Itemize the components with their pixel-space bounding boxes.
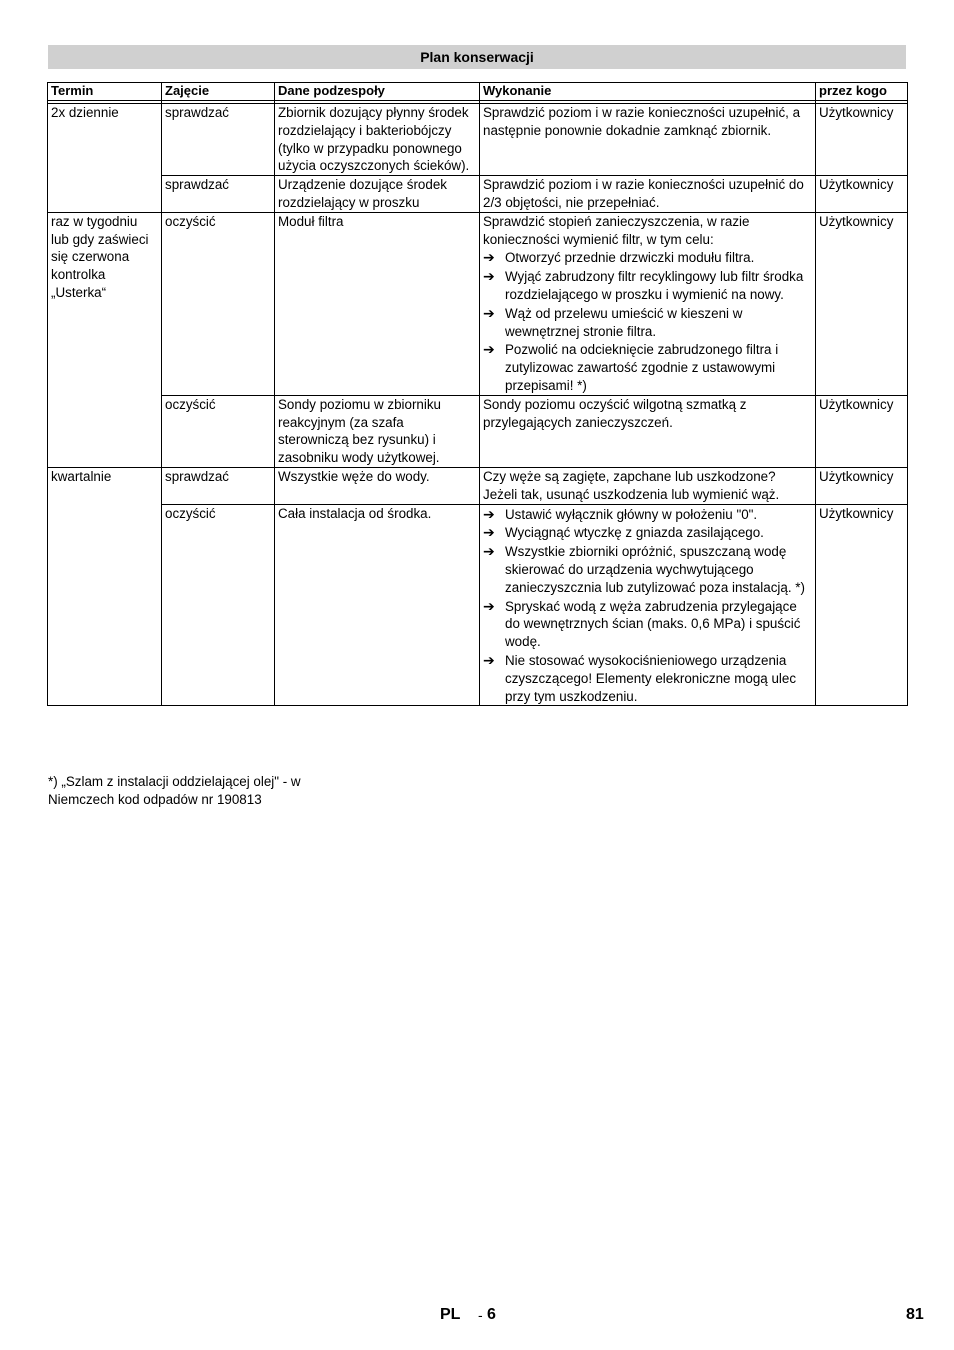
instruction-step — [483, 506, 812, 524]
wykonanie-intro: Sprawdzić stopień zanieczyszczenia, w razie konieczności wymienić filtr, w tym celu: — [483, 213, 750, 247]
section-title: Plan konserwacji — [48, 45, 906, 69]
arrow-right-icon: ➔ — [483, 341, 495, 358]
cell-kto: Użytkownicy — [816, 212, 908, 395]
table-row — [48, 176, 908, 213]
table-row — [48, 395, 908, 467]
arrow-right-icon: ➔ — [483, 524, 495, 541]
cell-zajecie: oczyścić — [162, 395, 275, 467]
cell-podzespol: Zbiornik dozujący płynny środek rozdzielający i bakteriobójczy (tylko w przypadku ponownego użycia oczyszczonych ścieków). — [275, 104, 480, 176]
cell-termin: kwartalnie — [48, 467, 162, 705]
cell-zajecie: sprawdzać — [162, 467, 275, 504]
step-text: Wszystkie zbiorniki opróżnić, spuszczaną wodę skierować do urządzenia wychwytującego zanieczyszcznia lub zutylizować poza instalacją. *) — [505, 544, 805, 595]
cell-kto: Użytkownicy — [816, 504, 908, 706]
wykonanie-intro: Sondy poziomu oczyścić wilgotną szmatką z przylegających zanieczyszczeń. — [483, 396, 747, 430]
cell-kto: Użytkownicy — [816, 467, 908, 504]
table-row — [48, 104, 908, 176]
maintenance-table — [47, 82, 908, 706]
cell-wykonanie — [480, 104, 816, 176]
arrow-right-icon: ➔ — [483, 505, 495, 522]
arrow-right-icon: ➔ — [483, 597, 495, 614]
cell-zajecie: oczyścić — [162, 504, 275, 706]
step-text: Nie stosować wysokociśnieniowego urządzenia czyszczącego! Elementy elekroniczne mogą ulec przy tym uszkodzeniu. — [505, 652, 797, 704]
footer-section-number: 6 — [487, 1306, 496, 1323]
cell-zajecie: sprawdzać — [162, 176, 275, 213]
cell-podzespol: Moduł filtra — [275, 212, 480, 395]
wykonanie-intro: Czy węże są zagięte, zapchane lub uszkodzone? Jeżeli tak, usunąć uszkodzenia lub wymienić wąż. — [483, 468, 780, 502]
cell-termin: raz w tygodniu lub gdy zaświeci się czerwona kontrolka „Usterka“ — [48, 212, 162, 467]
arrow-right-icon: ➔ — [483, 651, 495, 668]
cell-wykonanie — [480, 176, 816, 213]
footnote: *) „Szlam z instalacji oddzielającej olej" - w Niemczech kod odpadów nr 190813 — [48, 774, 301, 807]
cell-kto: Użytkownicy — [816, 104, 908, 176]
step-text: Spryskać wodą z węża zabrudzenia przylegające do wewnętrznych ścian (maks. 0,6 MPa) i spuścić wodę. — [505, 598, 801, 650]
column-header-zajecie: Zajęcie — [162, 83, 275, 101]
table-row — [48, 212, 908, 395]
step-text: Ustawić wyłącznik główny w położeniu "0". — [505, 506, 758, 522]
cell-zajecie: sprawdzać — [162, 104, 275, 176]
cell-wykonanie — [480, 212, 816, 395]
cell-podzespol: Cała instalacja od środka. — [275, 504, 480, 706]
arrow-right-icon: ➔ — [483, 543, 495, 560]
instruction-step — [483, 305, 812, 341]
column-header-podzespol: Dane podzespoły — [275, 83, 480, 101]
instruction-step — [483, 598, 812, 651]
cell-podzespol: Wszystkie węże do wody. — [275, 467, 480, 504]
instruction-step — [483, 341, 812, 394]
table-row — [48, 467, 908, 504]
step-text: Wyjąć zabrudzony filtr recyklingowy lub filtr środka rozdzielającego w proszku i wymienić na nowy. — [505, 269, 804, 302]
arrow-right-icon: ➔ — [483, 268, 495, 285]
instruction-step — [483, 652, 812, 705]
column-header-kto: przez kogo — [816, 83, 908, 101]
cell-wykonanie — [480, 395, 816, 467]
arrow-right-icon: ➔ — [483, 249, 495, 266]
column-header-wykonanie: Wykonanie — [480, 83, 816, 101]
cell-wykonanie — [480, 504, 816, 706]
column-header-termin: Termin — [48, 83, 162, 101]
step-text: Pozwolić na odcieknięcie zabrudzonego filtra i zutylizowac zawartość zgodnie z ustawowymi przepisami! *) — [505, 342, 779, 393]
wykonanie-intro: Sprawdzić poziom i w razie konieczności uzupełnić, a następnie ponownie dokadnie zamknąć zbiornik. — [483, 105, 801, 138]
arrow-right-icon: ➔ — [483, 304, 495, 321]
instruction-step — [483, 524, 812, 542]
table-row — [48, 504, 908, 706]
table-body — [48, 104, 908, 706]
wykonanie-intro: Sprawdzić poziom i w razie konieczności uzupełnić do 2/3 objętości, nie przepełniać. — [483, 177, 804, 210]
step-text: Otworzyć przednie drzwiczki modułu filtra. — [505, 250, 755, 266]
cell-zajecie: oczyścić — [162, 212, 275, 395]
instruction-step — [483, 249, 812, 267]
instruction-step — [483, 268, 812, 304]
step-text: Wąż od przelewu umieścić w kieszeni w wewnętrznej stronie filtra. — [505, 305, 743, 339]
cell-termin: 2x dziennie — [48, 104, 162, 213]
footer-separator: - — [478, 1307, 483, 1323]
footer-language: PL — [440, 1306, 461, 1323]
cell-kto: Użytkownicy — [816, 395, 908, 467]
instruction-step — [483, 543, 812, 596]
cell-wykonanie — [480, 467, 816, 504]
step-text: Wyciągnąć wtyczkę z gniazda zasilającego. — [505, 525, 764, 541]
cell-podzespol: Sondy poziomu w zbiorniku reakcyjnym (za szafa sterowniczą bez rysunku) i zasobniku wody użytkowej. — [275, 395, 480, 467]
table-header-row — [48, 83, 908, 101]
cell-kto: Użytkownicy — [816, 176, 908, 213]
cell-podzespol: Urządzenie dozujące środek rozdzielający w proszku — [275, 176, 480, 213]
page-number: 81 — [906, 1306, 924, 1323]
